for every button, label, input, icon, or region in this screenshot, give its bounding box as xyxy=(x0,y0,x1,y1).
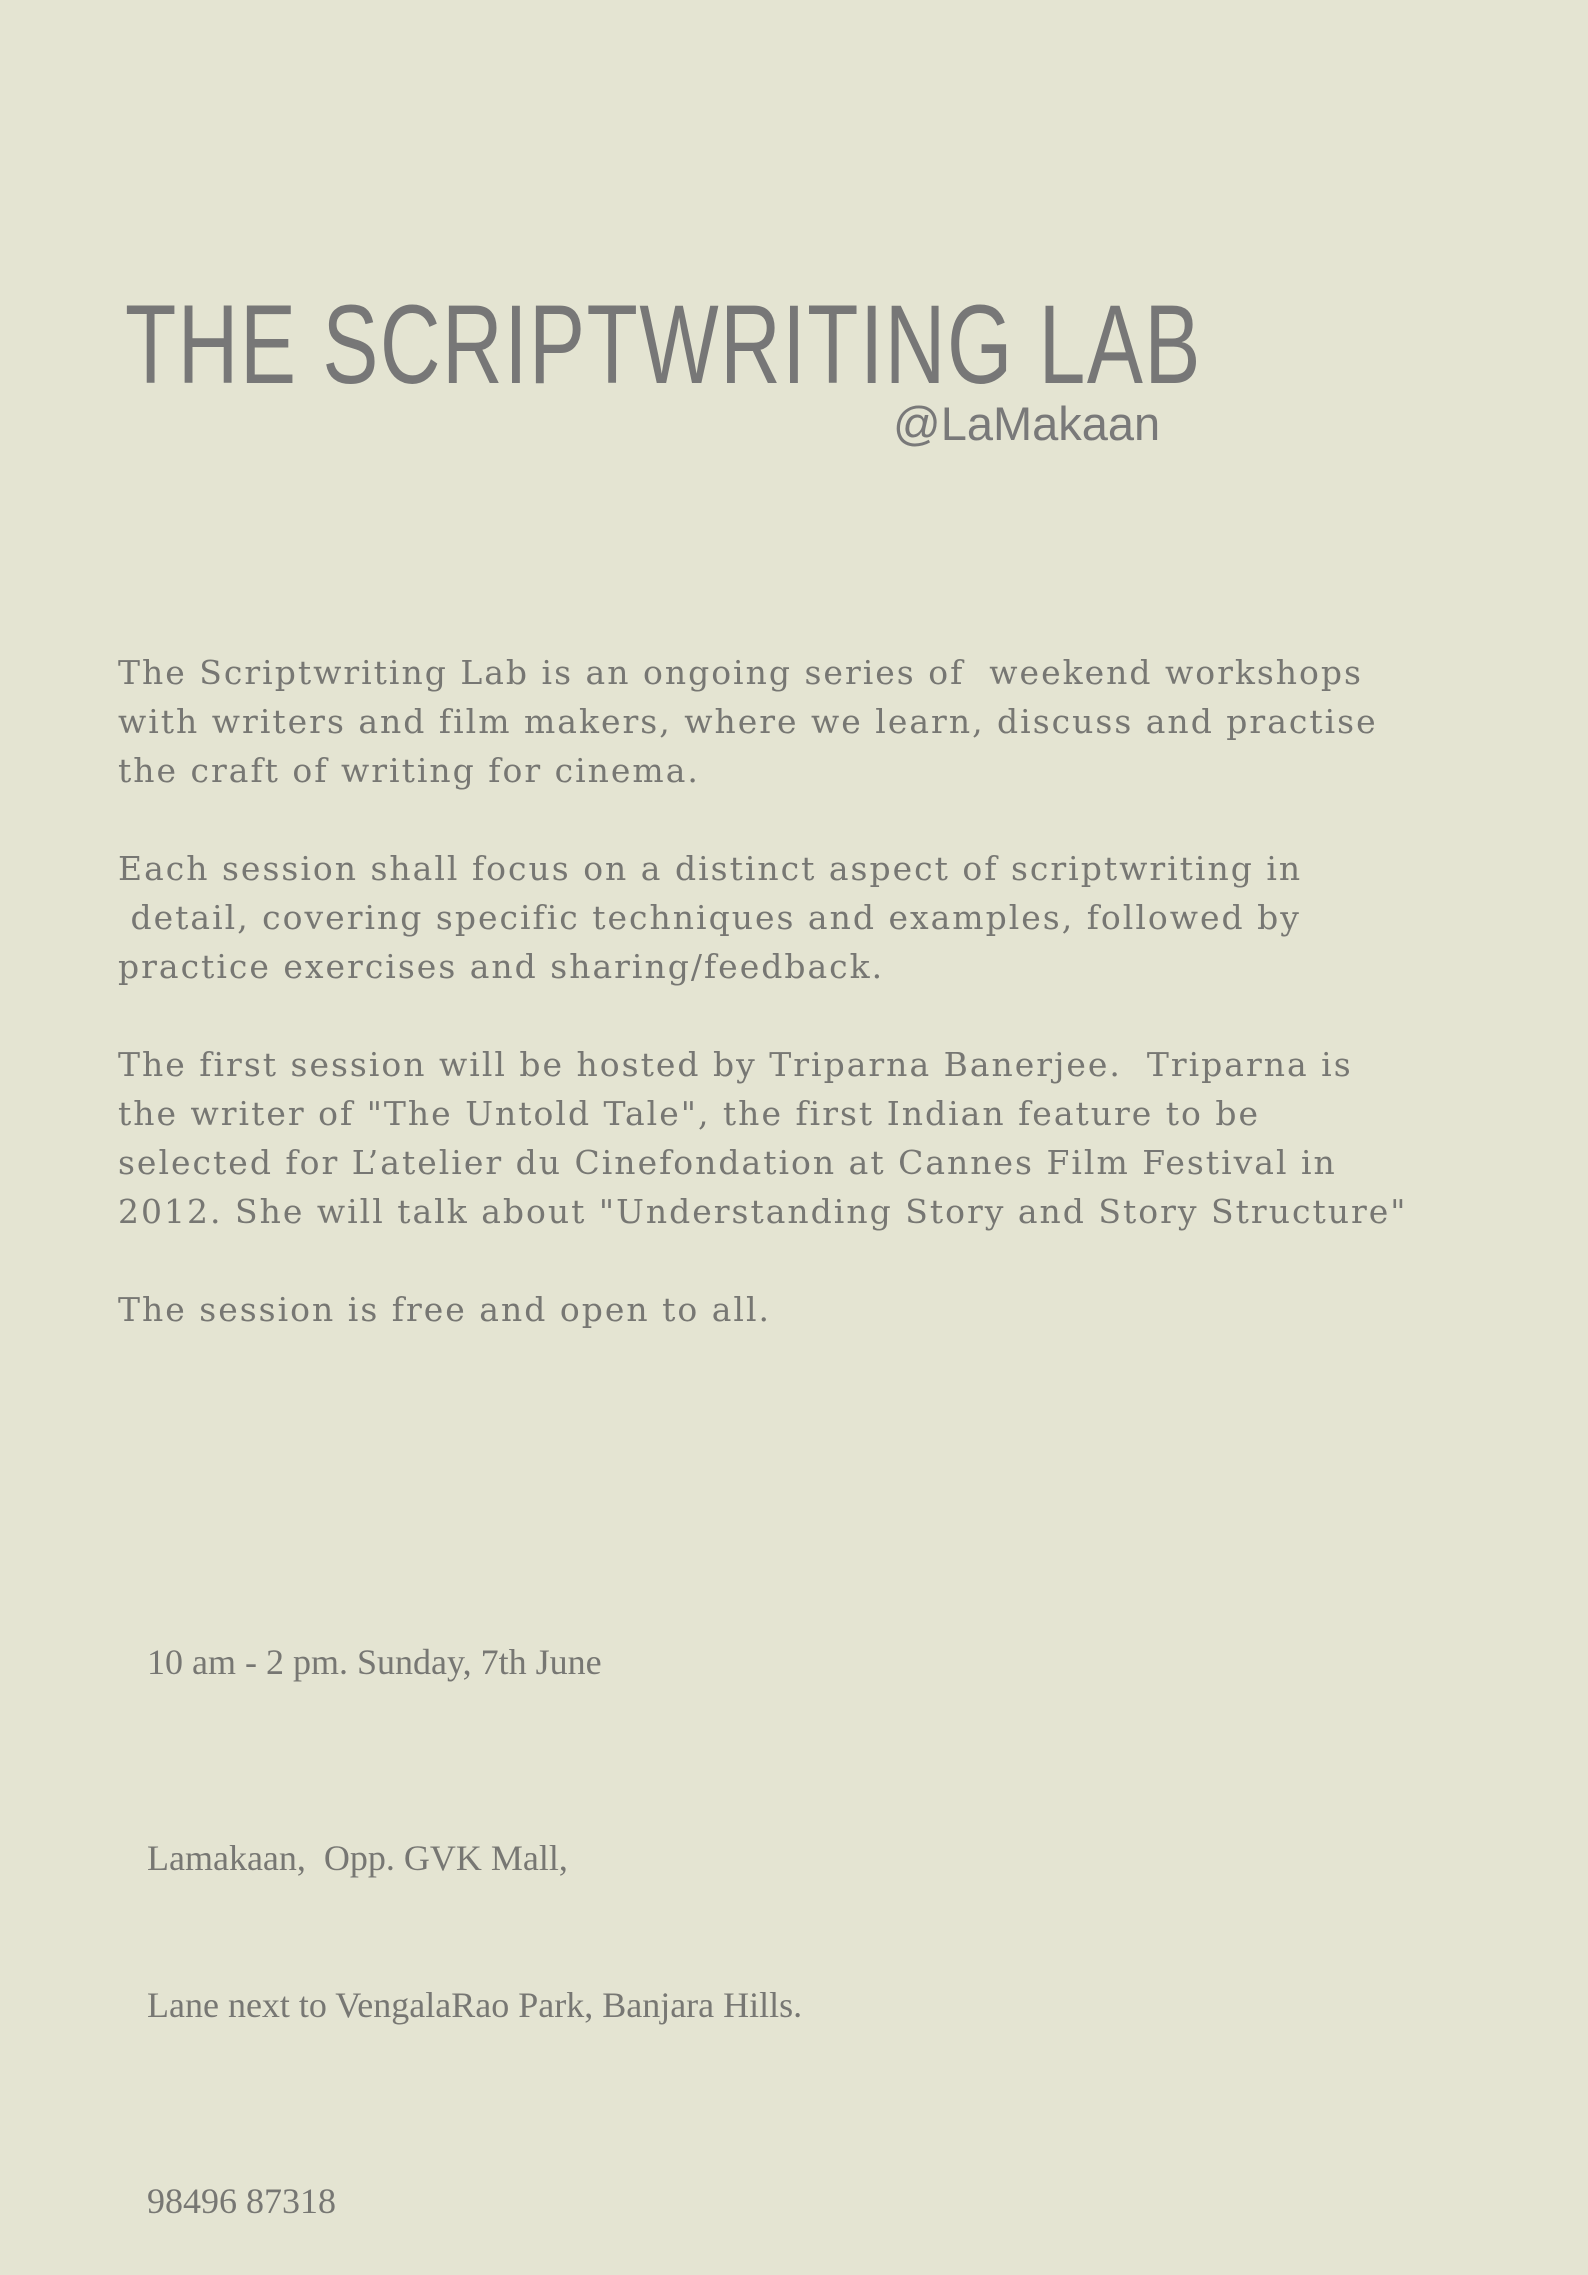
event-address xyxy=(147,1736,802,2128)
event-time: 10 am - 2 pm. Sunday, 7th June xyxy=(147,1642,602,1682)
address-line: Lamakaan, Opp. GVK Mall, xyxy=(147,1838,568,1878)
description-paragraph: Each session shall focus on a distinct aspect of scriptwriting in detail, covering specific techniques and examples, followed by practice exercises and sharing/feedback. xyxy=(118,849,1303,986)
page-title: THE SCRIPTWRITING LAB xyxy=(125,282,1202,407)
description-section xyxy=(118,648,1558,1383)
venue-handle: @LaMakaan xyxy=(893,397,1161,450)
address-line: Lane next to VengalaRao Park, Banjara Hills. xyxy=(147,1985,803,2025)
contact-phone: 98496 87318 xyxy=(147,2181,336,2221)
description-paragraph: The Scriptwriting Lab is an ongoing series of weekend workshops with writers and film makers, where we learn, discuss and practise the craft of writing for cinema. xyxy=(118,653,1378,790)
event-details xyxy=(147,1638,802,2275)
description-paragraph: The first session will be hosted by Triparna Banerjee. Triparna is the writer of "The Untold Tale", the first Indian feature to be selected for L’atelier du Cinefondation at Cannes Film Festival in 2012. She will talk about "Understanding Story and Story Structure" xyxy=(118,1045,1408,1231)
description-paragraph: The session is free and open to all. xyxy=(118,1290,771,1329)
